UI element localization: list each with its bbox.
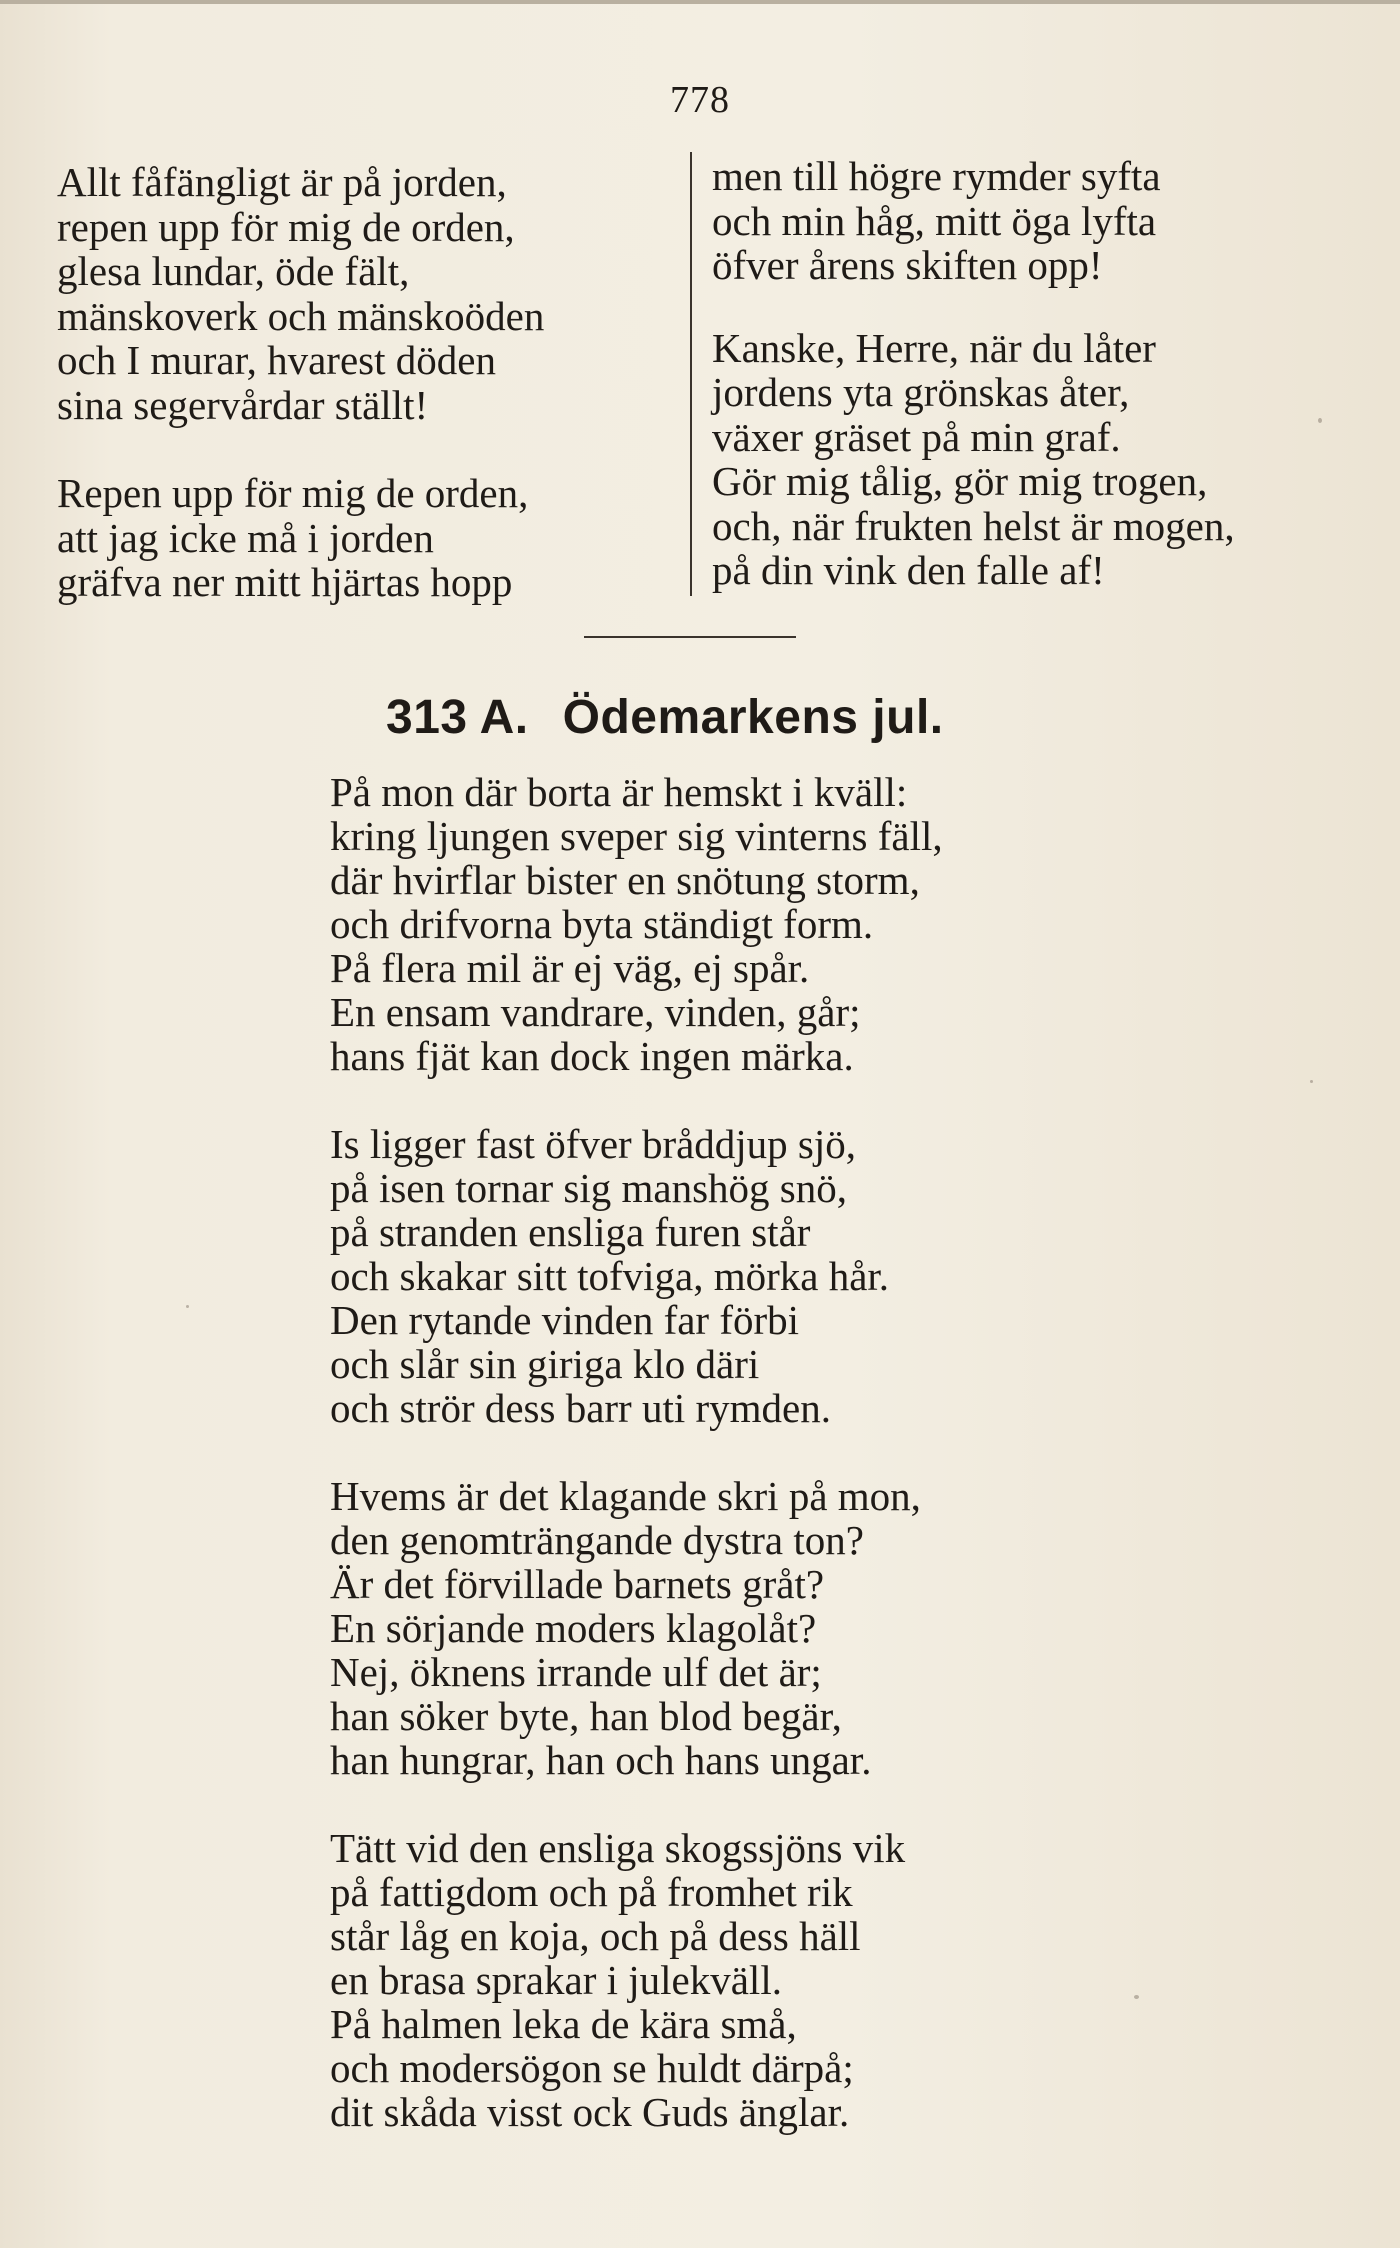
verse-line: Gör mig tålig, gör mig trogen, xyxy=(712,458,1208,504)
left-stanza-2 xyxy=(57,471,544,605)
verse-line: En sörjande moders klagolåt? xyxy=(330,1605,817,1651)
verse-line: den genomträngande dystra ton? xyxy=(330,1517,864,1563)
verse-line: dit skåda visst ock Guds änglar. xyxy=(330,2089,850,2135)
verse-line: öfver årens skiften opp! xyxy=(712,242,1103,288)
page-number: 778 xyxy=(670,79,730,121)
verse-line: glesa lundar, öde fält, xyxy=(57,248,410,294)
hymn-stanza-4 xyxy=(330,1826,943,2134)
verse-line: sina segervårdar ställt! xyxy=(57,381,429,428)
hymn-heading xyxy=(386,690,944,745)
verse-line: och drifvorna byta ständigt form. xyxy=(330,901,874,947)
verse-line: växer gräset på min graf. xyxy=(712,413,1121,460)
verse-line: han hungrar, han och hans ungar. xyxy=(330,1737,872,1783)
verse-line: och min håg, mitt öga lyfta xyxy=(712,197,1157,244)
verse-line: och, när frukten helst är mogen, xyxy=(712,502,1235,549)
verse-line: på din vink den falle af! xyxy=(712,547,1105,593)
verse-line: på fattigdom och på fromhet rik xyxy=(330,1869,853,1915)
right-column xyxy=(712,154,1235,631)
verse-line: Den rytande vinden far förbi xyxy=(330,1297,800,1343)
verse-line: Allt fåfängligt är på jorden, xyxy=(57,159,507,205)
hymn-stanza-3 xyxy=(330,1474,943,1782)
verse-line: en brasa sprakar i julekväll. xyxy=(330,1957,782,2003)
hymn-number: 313 A. xyxy=(386,691,529,744)
hymn-title: Ödemarkens jul. xyxy=(562,691,944,744)
verse-line: på stranden ensliga furen står xyxy=(330,1209,811,1255)
page-top-edge xyxy=(0,0,1400,4)
verse-line: Repen upp för mig de orden, xyxy=(57,470,529,516)
verse-line: Är det förvillade barnets gråt? xyxy=(330,1561,825,1607)
verse-line: står låg en koja, och på dess häll xyxy=(330,1913,861,1959)
paper-speck xyxy=(1134,1995,1139,1999)
verse-line: han söker byte, han blod begär, xyxy=(330,1693,842,1739)
verse-line: Tätt vid den ensliga skogssjöns vik xyxy=(330,1825,906,1871)
verse-line: På mon där borta är hemskt i kväll: xyxy=(330,769,908,815)
left-stanza-1 xyxy=(57,160,544,427)
left-column xyxy=(57,160,544,649)
verse-line: och strör dess barr uti rymden. xyxy=(330,1385,831,1431)
right-stanza-1 xyxy=(712,154,1235,288)
verse-line: På halmen leka de kära små, xyxy=(330,2001,797,2047)
verse-line: och skakar sitt tofviga, mörka hår. xyxy=(330,1253,890,1299)
verse-line: kring ljungen sveper sig vinterns fäll, xyxy=(330,813,943,859)
verse-line: Nej, öknens irrande ulf det är; xyxy=(330,1649,822,1695)
verse-line: En ensam vandrare, vinden, går; xyxy=(330,989,861,1035)
verse-line: och I murar, hvarest döden xyxy=(57,337,496,383)
hymn-stanza-2 xyxy=(330,1122,943,1430)
verse-line: På flera mil är ej väg, ej spår. xyxy=(330,945,810,991)
right-stanza-2 xyxy=(712,326,1235,593)
verse-line: och slår sin giriga klo däri xyxy=(330,1341,760,1387)
verse-line: mänskoverk och mänskoöden xyxy=(57,292,545,339)
verse-line: men till högre rymder syfta xyxy=(712,153,1161,199)
verse-line: gräfva ner mitt hjärtas hopp xyxy=(57,559,513,605)
paper-speck xyxy=(186,1305,189,1308)
verse-line: där hvirflar bister en snötung storm, xyxy=(330,857,920,903)
verse-line: och modersögon se huldt därpå; xyxy=(330,2045,854,2091)
paper-speck xyxy=(1310,1080,1313,1083)
hymn-body xyxy=(330,770,943,2178)
paper-speck xyxy=(1318,418,1322,423)
verse-line: Is ligger fast öfver bråddjup sjö, xyxy=(330,1121,857,1167)
verse-line: Kanske, Herre, när du låter xyxy=(712,324,1156,371)
verse-line: Hvems är det klagande skri på mon, xyxy=(330,1473,921,1519)
verse-line: på isen tornar sig manshög snö, xyxy=(330,1165,847,1211)
column-divider xyxy=(690,152,692,596)
verse-line: hans fjät kan dock ingen märka. xyxy=(330,1033,854,1079)
hymn-stanza-1 xyxy=(330,770,943,1078)
verse-line: att jag icke må i jorden xyxy=(57,514,434,561)
verse-line: jordens yta grönskas åter, xyxy=(712,369,1130,415)
section-divider-rule xyxy=(584,636,796,638)
verse-line: repen upp för mig de orden, xyxy=(57,203,515,250)
